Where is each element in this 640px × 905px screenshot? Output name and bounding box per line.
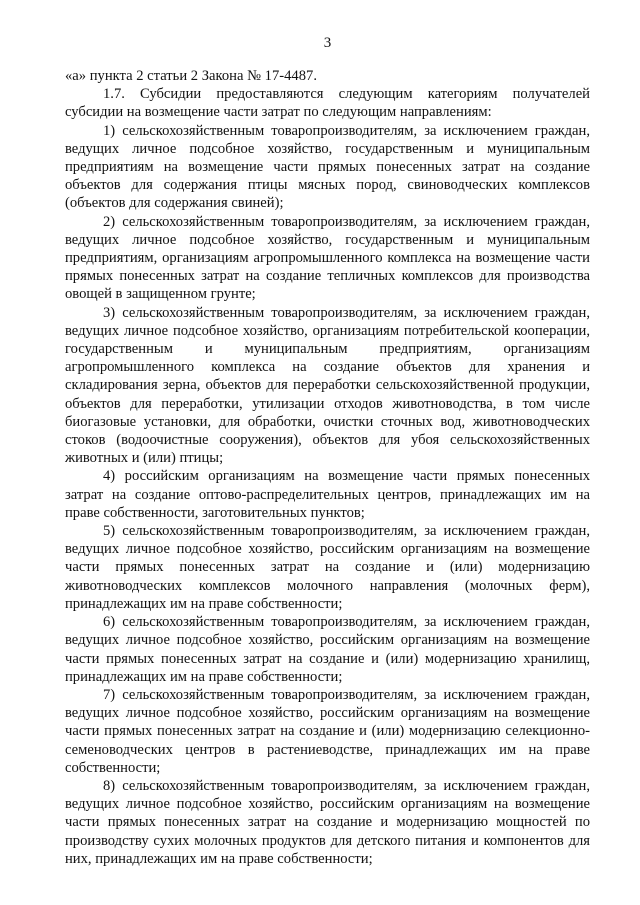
paragraph-section-1-7: 1.7. Субсидии предоставляются следующим категориям получателей субсидии на возмещение части затрат по следующим направлениям:	[65, 86, 590, 121]
paragraph-item-4: 4) российским организациям на возмещение части прямых понесенных затрат на создание оптово-распределительных центров, принадлежащих им на праве собственности, заготовительных пунктов;	[65, 468, 590, 521]
paragraph-continuation: «а» пункта 2 статьи 2 Закона № 17-4487.	[65, 68, 317, 84]
paragraph-item-1: 1) сельскохозяйственным товаропроизводителям, за исключением граждан, ведущих личное подсобное хозяйство, государственным и муниципальным предприятиям на возмещение части прямых понесенных затрат на создание объектов для содержания птицы мясных пород, свиноводческих комплексов (объектов для содержания свиней);	[65, 122, 590, 212]
paragraph-item-2: 2) сельскохозяйственным товаропроизводителям, за исключением граждан, ведущих личное подсобное хозяйство, государственным и муниципальным предприятиям, организациям агропромышленного комплекса на возмещение части прямых понесенных затрат на создание тепличных комплексов для производства овощей в защищенном грунте;	[65, 213, 590, 303]
paragraph-item-6: 6) сельскохозяйственным товаропроизводителям, за исключением граждан, ведущих личное подсобное хозяйство, российским организациям на возмещение части прямых понесенных затрат на создание и (или) модернизацию хранилищ, принадлежащих им на праве собственности;	[65, 614, 590, 685]
paragraph-item-3: 3) сельскохозяйственным товаропроизводителям, за исключением граждан, ведущих личное подсобное хозяйство, организациям потребительской кооперации, государственным и муниципальным предприятиям, организациям агропромышленного комплекса на создание объектов для хранения и складирования зерна, объектов для переработки сельскохозяйственной продукции, объектов для переработки, утилизации отходов животноводства, в том числе биогазовые установки, для обработки, очистки сточных вод, животноводческих стоков (водоочистные сооружения), объектов для убоя сельскохозяйственных животных и (или) птицы;	[65, 304, 590, 467]
page-number: 3	[323, 35, 332, 51]
paragraph-item-7: 7) сельскохозяйственным товаропроизводителям, за исключением граждан, ведущих личное подсобное хозяйство, российским организациям на возмещение части прямых понесенных затрат на создание и (или) модернизацию селекционно-семеноводческих центров в растениеводстве, принадлежащих им на праве собственности;	[65, 686, 590, 776]
paragraph-item-5: 5) сельскохозяйственным товаропроизводителям, за исключением граждан, ведущих личное подсобное хозяйство, российским организациям на возмещение части прямых понесенных затрат на создание и (или) модернизацию животноводческих комплексов молочного направления (молочных ферм), принадлежащих им на праве собственности;	[65, 523, 590, 612]
paragraph-item-8: 8) сельскохозяйственным товаропроизводителям, за исключением граждан, ведущих личное подсобное хозяйство, российским организациям на возмещение части прямых понесенных затрат на создание и модернизацию мощностей по производству сухих молочных продуктов для детского питания и компонентов для них, принадлежащих им на праве собственности;	[65, 777, 590, 867]
